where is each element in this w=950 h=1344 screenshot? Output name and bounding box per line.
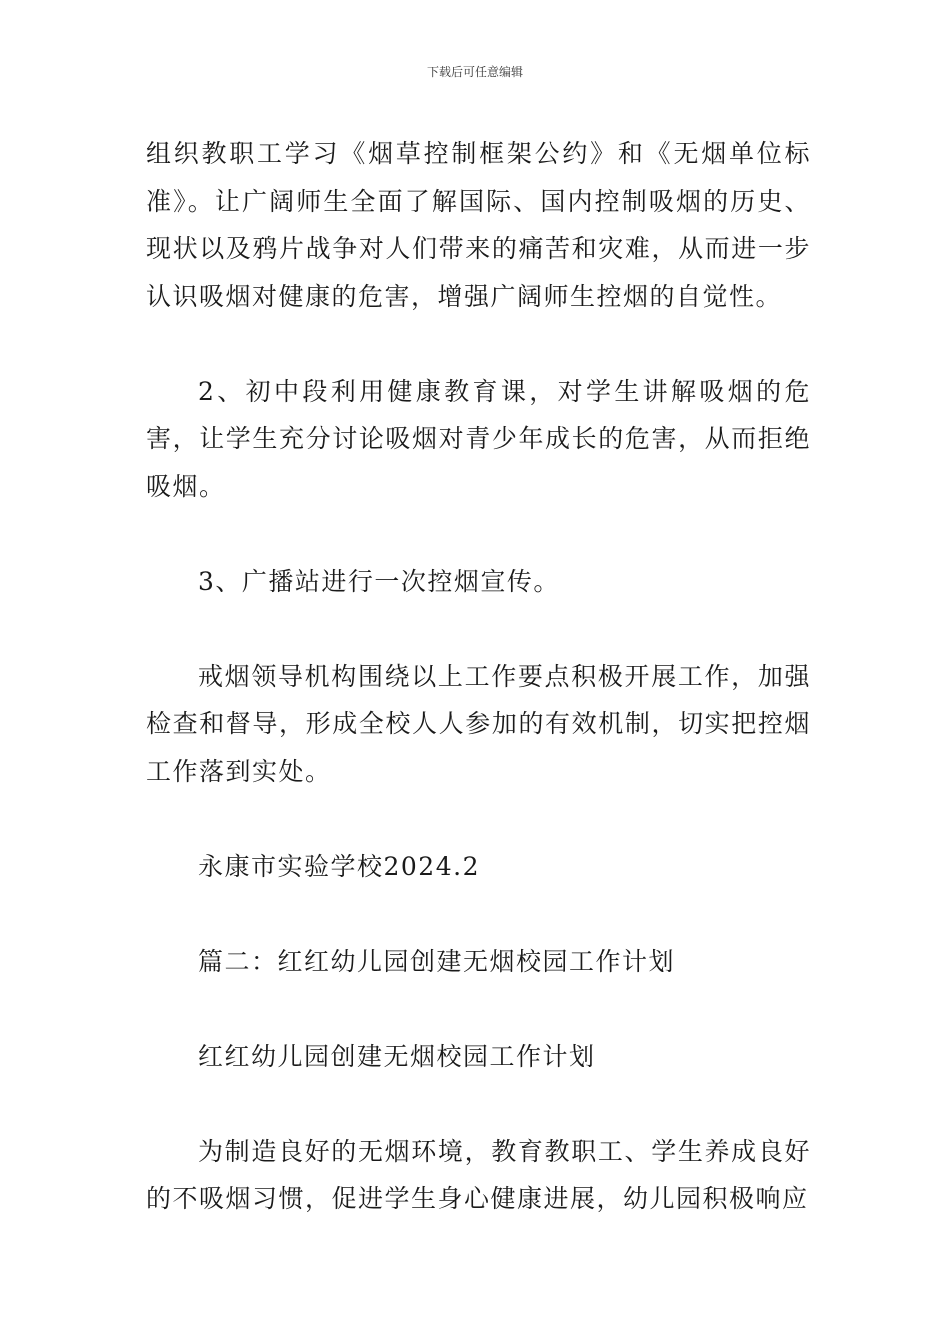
document-body <box>146 130 811 1223</box>
section-heading: 篇二：红红幼儿园创建无烟校园工作计划 <box>198 946 676 976</box>
paragraph-intro: 为制造良好的无烟环境，教育教职工、学生养成良好的不吸烟习惯，促进学生身心健康进展，幼儿园积极响应 <box>146 1136 811 1213</box>
page-header: 下载后可任意编辑 <box>426 65 523 79</box>
paragraph-item-3: 3、广播站进行一次控烟宣传。 <box>198 566 560 596</box>
paragraph-summary: 戒烟领导机构围绕以上工作要点积极开展工作，加强检查和督导，形成全校人人参加的有效机制，切实把控烟工作落到实处。 <box>146 661 811 786</box>
paragraph-signature: 永康市实验学校2024.2 <box>198 851 480 881</box>
paragraph-study: 组织教职工学习《烟草控制框架公约》和《无烟单位标准》。让广阔师生全面了解国际、国内控制吸烟的历史、现状以及鸦片战争对人们带来的痛苦和灾难，从而进一步认识吸烟对健康的危害，增强广阔师生控烟的自觉性。 <box>146 139 811 311</box>
paragraph-item-2: 2、初中段利用健康教育课，对学生讲解吸烟的危害，让学生充分讨论吸烟对青少年成长的危害，从而拒绝吸烟。 <box>146 376 811 501</box>
document-title: 红红幼儿园创建无烟校园工作计划 <box>198 1041 596 1071</box>
